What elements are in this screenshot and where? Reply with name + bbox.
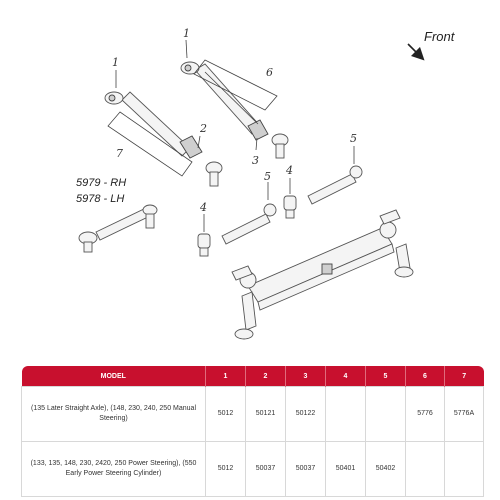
part-cell	[406, 442, 445, 497]
header-4: 4	[326, 366, 366, 387]
table-row	[22, 387, 484, 442]
header-model: MODEL	[22, 366, 206, 387]
part-cell: 5776	[406, 387, 445, 442]
callout-4-right: 4	[286, 164, 293, 177]
front-indicator	[408, 29, 456, 56]
header-5: 5	[366, 366, 406, 387]
part-cell: 50122	[286, 387, 326, 442]
header-3: 3	[286, 366, 326, 387]
header-1: 1	[206, 366, 246, 387]
header-2: 2	[246, 366, 286, 387]
callout-1-right: 1	[183, 27, 190, 40]
part-cell: 50401	[326, 442, 366, 497]
part-cell: 50037	[286, 442, 326, 497]
header-6: 6	[406, 366, 445, 387]
rod-end-part-4-right	[284, 196, 296, 218]
part-cell	[366, 387, 406, 442]
part-cell: 5012	[206, 442, 246, 497]
part-cell: 50121	[246, 387, 286, 442]
part-cell: 5012	[206, 387, 246, 442]
model-cell: (135 Later Straight Axle), (148, 230, 240, 250 Manual Steering)	[22, 387, 206, 442]
tie-rod-end-rh-lh	[79, 205, 157, 252]
model-cell: (133, 135, 148, 230, 2420, 250 Power Steering), (550 Early Power Steering Cylinder)	[22, 442, 206, 497]
callout-5-right: 5	[350, 132, 357, 145]
part-cell: 50402	[366, 442, 406, 497]
front-label: Front	[424, 29, 455, 44]
header-7: 7	[445, 366, 484, 387]
callout-3: 3	[252, 154, 259, 167]
part-cell	[445, 442, 484, 497]
table-row	[22, 442, 484, 497]
parts-table	[21, 366, 484, 497]
table-header-row	[22, 366, 484, 387]
part-number-rh: 5979 - RH	[76, 177, 127, 189]
rod-sleeve-part-5-left	[222, 204, 276, 244]
callout-1-left: 1	[112, 56, 119, 69]
callout-5-left: 5	[264, 170, 271, 183]
part-number-lh: 5978 - LH	[76, 193, 125, 205]
callout-7: 7	[116, 147, 123, 160]
rod-end-part-4-left	[198, 234, 210, 256]
callout-6: 6	[266, 66, 273, 79]
front-axle	[232, 210, 413, 339]
part-cell: 5776A	[445, 387, 484, 442]
part-cell: 50037	[246, 442, 286, 497]
callout-2: 2	[200, 122, 207, 135]
rod-sleeve-part-5-right	[308, 166, 362, 204]
tie-rod-assembly-lower	[105, 92, 222, 186]
callout-4-left: 4	[200, 201, 207, 214]
part-cell	[326, 387, 366, 442]
